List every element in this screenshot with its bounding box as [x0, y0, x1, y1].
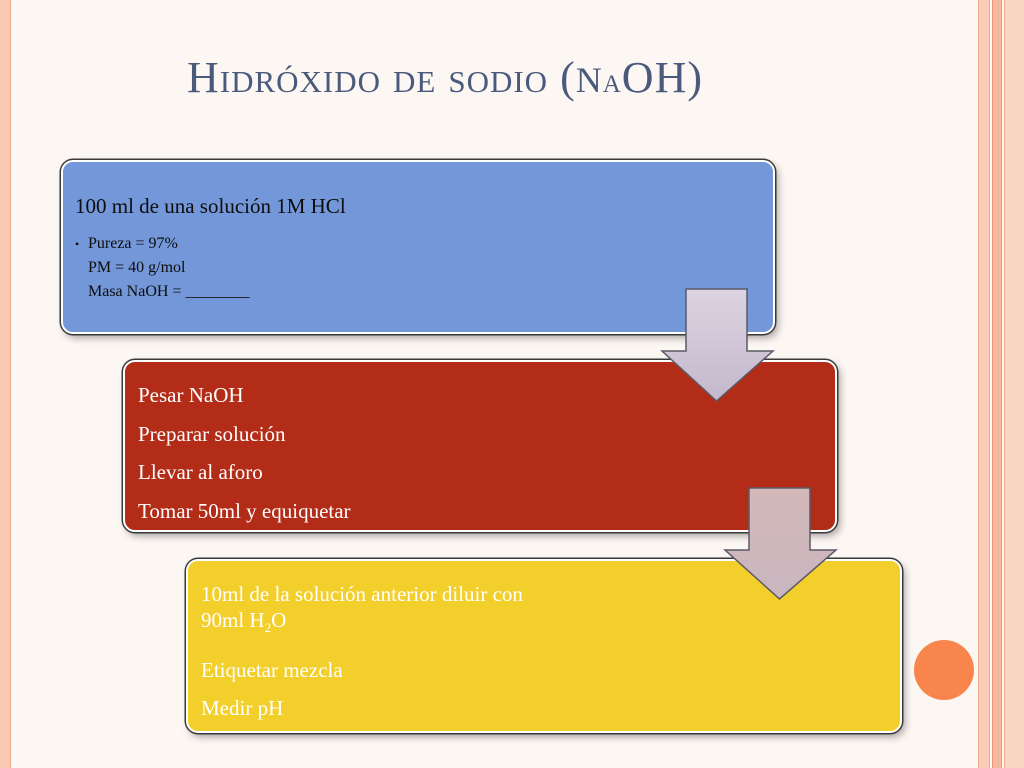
step3-line1-formula-end: O — [271, 608, 287, 632]
accent-circle — [914, 640, 974, 700]
step2-line: Llevar al aforo — [138, 460, 263, 484]
subscript-two: 2 — [264, 620, 272, 636]
step2-line: Pesar NaOH — [138, 383, 244, 407]
step3-line: Medir pH — [201, 696, 284, 721]
slide-title — [0, 52, 890, 103]
right-border-decoration — [978, 0, 1024, 768]
step2-line: Preparar solución — [138, 421, 286, 446]
down-arrow-icon — [659, 288, 777, 406]
down-arrow-icon — [722, 487, 840, 605]
step1-bullet-line: Masa NaOH = ________ — [88, 283, 250, 300]
step1-bullet-line: PM = 40 g/mol — [88, 259, 186, 276]
step2-line: Tomar 50ml y equiquetar — [138, 498, 351, 523]
step1-bullet — [75, 232, 249, 304]
step1-bullet-line: Pureza = 97% — [88, 235, 178, 252]
left-border-decoration — [0, 0, 11, 768]
title-text-3: OH) — [621, 53, 703, 102]
step1-heading: 100 ml de una solución 1M HCl — [75, 194, 346, 218]
bullet-dot-icon: • — [75, 237, 80, 251]
step3-line1-formula: 90ml H — [201, 608, 265, 632]
step3-line — [201, 581, 523, 641]
title-text-2: Na — [575, 60, 622, 100]
step3-line: Etiquetar mezcla — [201, 658, 343, 683]
step3-line1-text: 10ml de la solución anterior diluir con — [201, 582, 523, 606]
title-text-1: Hidróxido de sodio ( — [186, 53, 576, 102]
